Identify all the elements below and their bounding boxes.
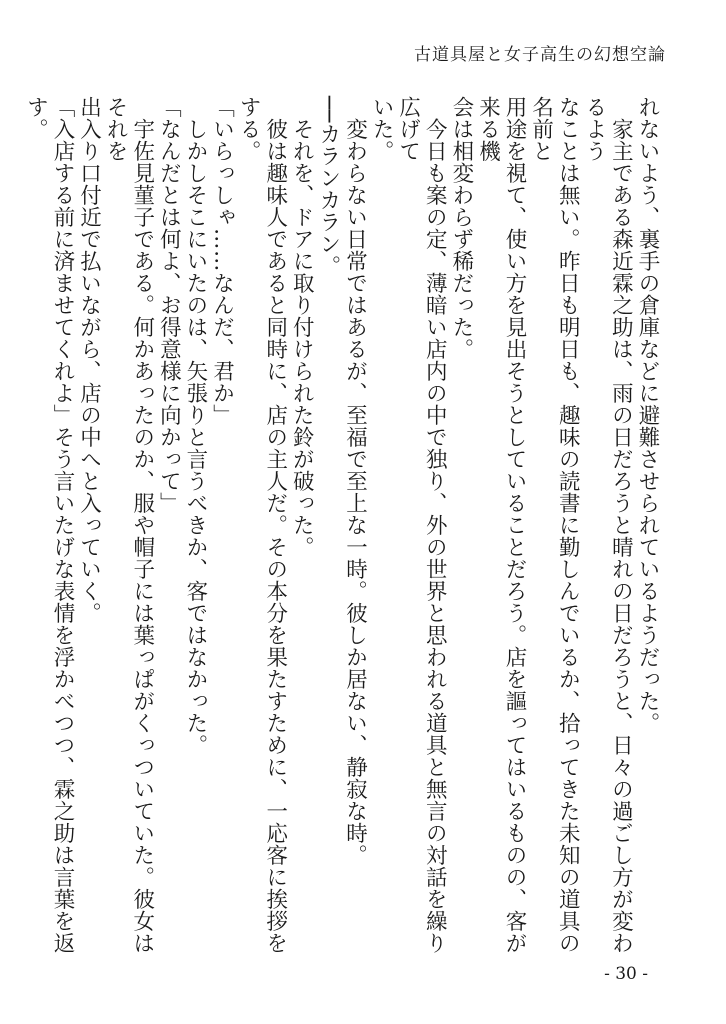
text-line: れないよう、裏手の倉庫などに避難させられているようだった。 bbox=[635, 96, 660, 734]
text-line: 「いらっしゃ……なんだ、君か」 bbox=[209, 96, 235, 426]
text-line: 「入店する前に済ませてくれよ」そう言いたげな表情を浮かべつつ、霖之助は言葉を返す。 bbox=[23, 96, 75, 954]
text-line: 今日も案の定、薄暗い店内の中で独り、外の世界と思われる道具と無言の対話を繰り広げて bbox=[395, 96, 448, 954]
text-line: 出入り口付近で払いながら、店の中へと入っていく。 bbox=[76, 96, 102, 624]
text-line: しかしそこにいたのは、矢張りと言うべきか、客ではなかった。 bbox=[182, 96, 208, 756]
text-line: 宇佐見菫子である。何かあったのか、服や帽子には葉っぱがくっついていた。彼女はそれを bbox=[103, 96, 155, 954]
text-line: 変わらない日常ではあるが、至福で至上な一時。彼しか居ない、静寂な時。 bbox=[342, 96, 368, 866]
text-line: 「なんだとは何よ、お得意様に向かって」 bbox=[156, 96, 182, 514]
text-line: 会は相変わらず稀だった。 bbox=[448, 96, 474, 360]
text-line: ──カランカラン。 bbox=[315, 96, 341, 277]
text-line: いた。 bbox=[369, 96, 395, 162]
text-line: 家主である森近霖之助は、雨の日だろうと晴れの日だろうと、日々の過ごし方が変わるよう bbox=[581, 96, 634, 954]
vertical-body-text bbox=[23, 96, 660, 956]
text-line: なことは無い。昨日も明日も、趣味の読書に勤しんでいるか、拾ってきた未知の道具の名前と bbox=[528, 96, 581, 954]
running-header-title: 古道具屋と女子高生の幻想空論 bbox=[414, 45, 666, 65]
text-line: 用途を視て、使い方を見出そうとしていることだろう。店を謳ってはいるものの、客が来る機 bbox=[475, 96, 528, 954]
text-line: それを、ドアに取り付けられた鈴が破った。 bbox=[289, 96, 315, 558]
text-line: 彼は趣味人であると同時に、店の主人だ。その本分を果たすために、一応客に挨拶をする。 bbox=[236, 96, 288, 954]
page-number: - 30 - bbox=[604, 964, 648, 984]
